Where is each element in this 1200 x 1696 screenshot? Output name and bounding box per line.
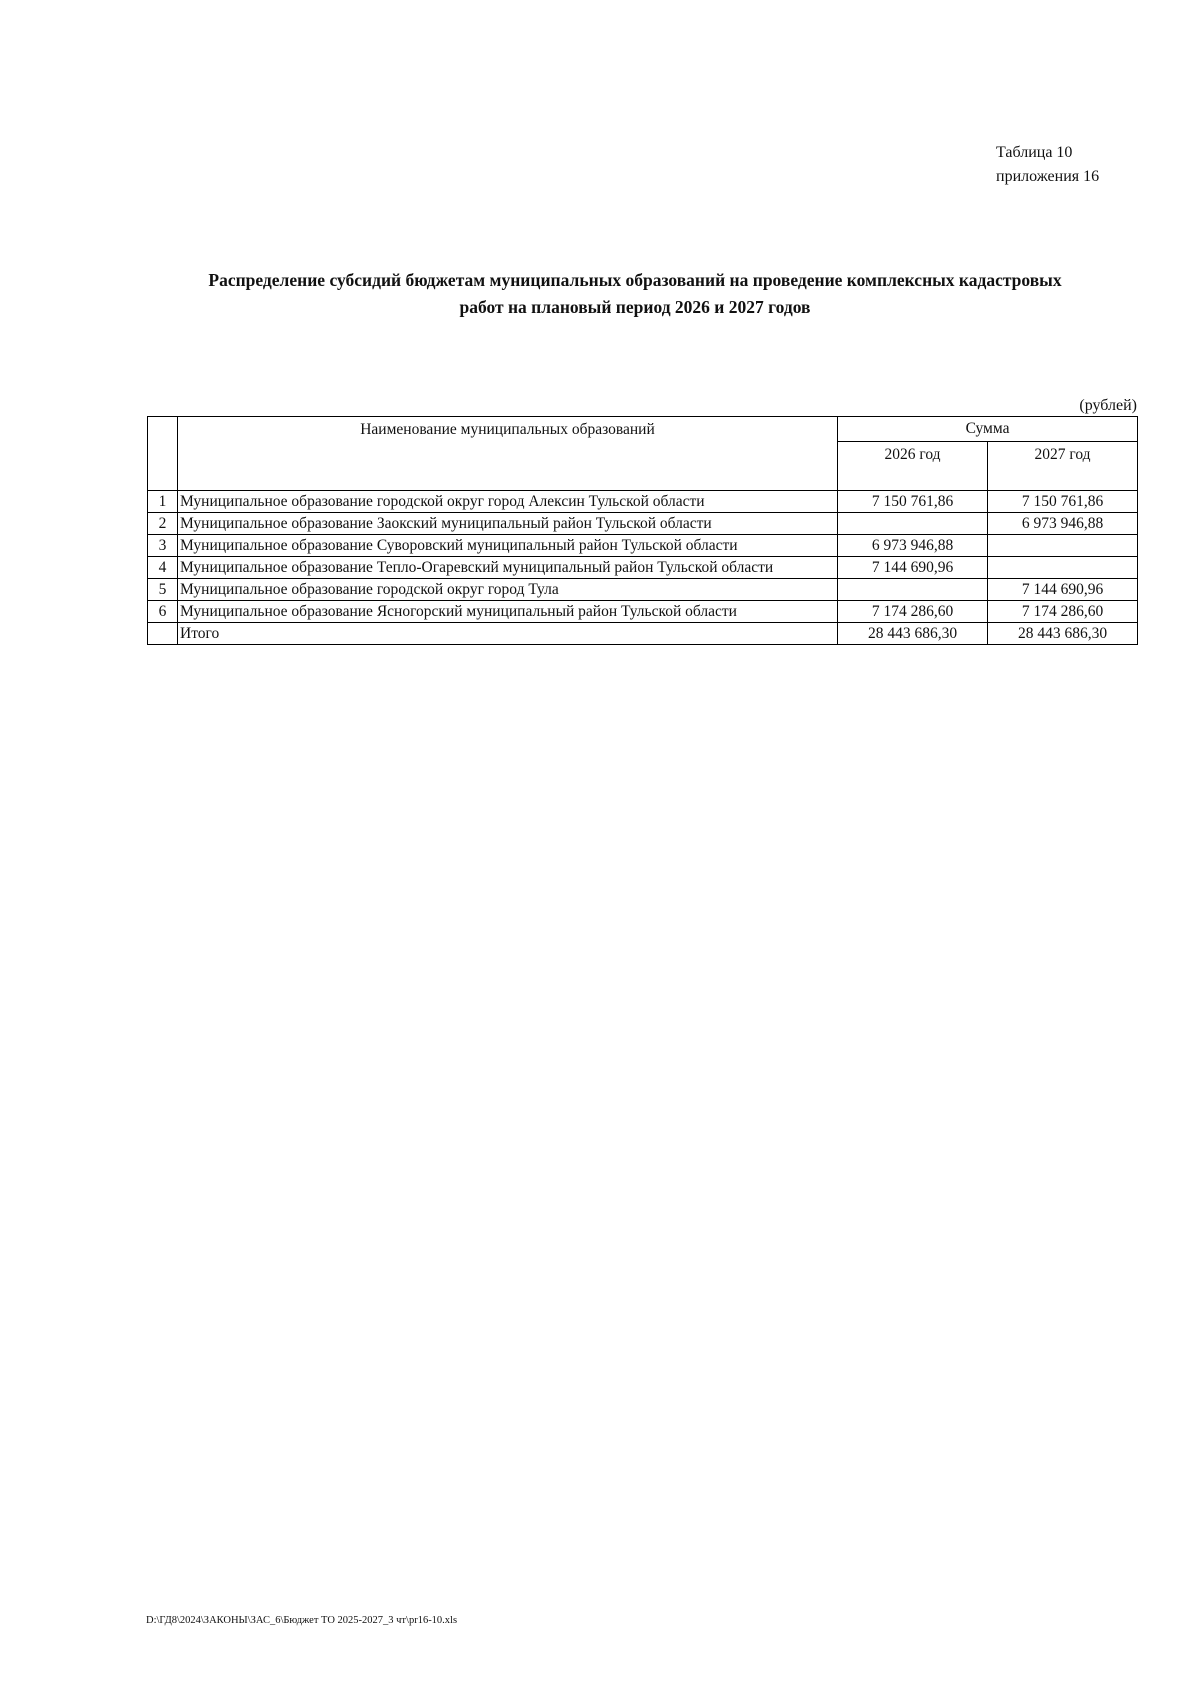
header-cell-number (148, 417, 178, 491)
amount-2026: 7 150 761,86 (838, 491, 988, 513)
municipality-name: Муниципальное образование Суворовский муниципальный район Тульской области (178, 535, 838, 557)
municipality-name: Муниципальное образование Ясногорский муниципальный район Тульской области (178, 601, 838, 623)
amount-2027: 6 973 946,88 (988, 513, 1138, 535)
amount-2027: 7 174 286,60 (988, 601, 1138, 623)
amount-2026 (838, 513, 988, 535)
table-row (148, 601, 1138, 623)
amount-2027: 7 144 690,96 (988, 579, 1138, 601)
table-number: Таблица 10 (996, 144, 1073, 161)
row-number: 5 (148, 579, 178, 601)
table-total-row (148, 623, 1138, 645)
total-2026: 28 443 686,30 (838, 623, 988, 645)
table-row (148, 557, 1138, 579)
header-cell-2026: 2026 год (838, 442, 988, 491)
municipality-name: Муниципальное образование Тепло-Огаревский муниципальный район Тульской области (178, 557, 838, 579)
table-header-row (148, 417, 1138, 442)
amount-2026: 6 973 946,88 (838, 535, 988, 557)
appendix-number: приложения 16 (996, 168, 1100, 185)
municipality-name: Муниципальное образование городской округ город Алексин Тульской области (178, 491, 838, 513)
amount-2027: 7 150 761,86 (988, 491, 1138, 513)
table-row (148, 535, 1138, 557)
document-title-line-2: работ на плановый период 2026 и 2027 годов (459, 297, 811, 317)
municipality-name: Муниципальное образование городской округ город Тула (178, 579, 838, 601)
total-number-cell (148, 623, 178, 645)
amount-2027 (988, 557, 1138, 579)
table-row (148, 513, 1138, 535)
row-number: 6 (148, 601, 178, 623)
document-title-line-1: Распределение субсидий бюджетам муниципальных образований на проведение комплексных кадастровых (208, 270, 1062, 290)
row-number: 3 (148, 535, 178, 557)
table-row (148, 579, 1138, 601)
units-label: (рублей) (1079, 397, 1137, 414)
header-cell-2027: 2027 год (988, 442, 1138, 491)
row-number: 1 (148, 491, 178, 513)
table-row (148, 491, 1138, 513)
total-label: Итого (178, 623, 838, 645)
appendix-reference (996, 141, 1099, 189)
amount-2026 (838, 579, 988, 601)
header-cell-name: Наименование муниципальных образований (178, 417, 838, 491)
amount-2027 (988, 535, 1138, 557)
file-path-footer: D:\ГД8\2024\ЗАКОНЫ\ЗАС_6\Бюджет ТО 2025-2027_3 чт\pr16-10.xls (146, 1615, 458, 1626)
document-title (140, 267, 1130, 321)
row-number: 4 (148, 557, 178, 579)
row-number: 2 (148, 513, 178, 535)
municipality-name: Муниципальное образование Заокский муниципальный район Тульской области (178, 513, 838, 535)
amount-2026: 7 144 690,96 (838, 557, 988, 579)
distribution-table (147, 416, 1138, 645)
total-2027: 28 443 686,30 (988, 623, 1138, 645)
header-cell-sum: Сумма (838, 417, 1138, 442)
amount-2026: 7 174 286,60 (838, 601, 988, 623)
